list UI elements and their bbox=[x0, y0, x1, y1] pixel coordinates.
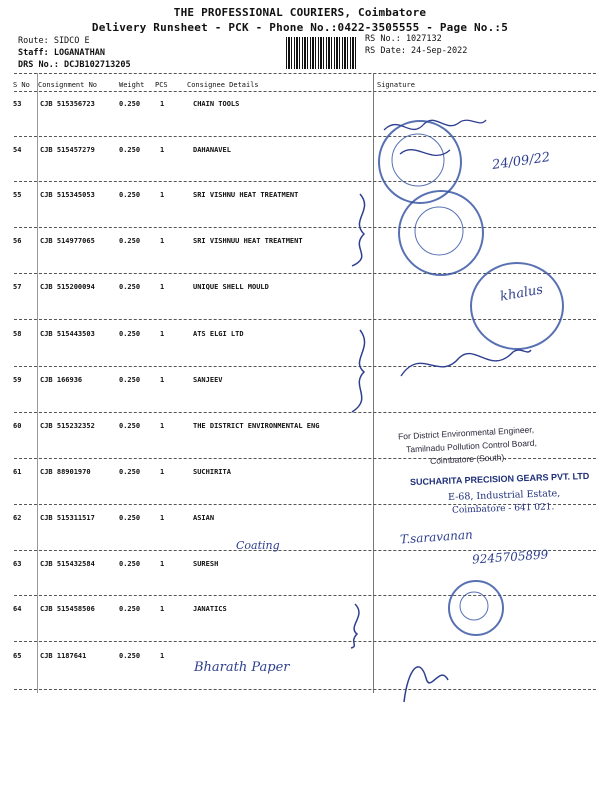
row-consignee: JANATICS bbox=[193, 605, 227, 613]
col-signature: Signature bbox=[377, 81, 415, 89]
row-consignee: SURESH bbox=[193, 560, 219, 568]
row-weight: 0.250 bbox=[119, 468, 141, 476]
row-consignee: ATS ELGI LTD bbox=[193, 330, 244, 338]
barcode bbox=[286, 37, 358, 69]
row-consignee: UNIQUE SHELL MOULD bbox=[193, 283, 269, 291]
row-divider bbox=[14, 458, 596, 459]
row-pcs: 1 bbox=[160, 237, 165, 245]
row-consignee: SUCHIRITA bbox=[193, 468, 231, 476]
runsheet-title: Delivery Runsheet - PCK - Phone No.:0422-3505555 - Page No.:5 bbox=[91, 21, 509, 34]
row-divider bbox=[14, 181, 596, 182]
row-weight: 0.250 bbox=[119, 605, 141, 613]
col-weight: Weight bbox=[119, 81, 145, 89]
janatics-india-stamp bbox=[448, 580, 504, 636]
sri-vishnu-heat-treatment-stamp bbox=[398, 190, 484, 276]
row-weight: 0.250 bbox=[119, 422, 141, 430]
row-divider bbox=[14, 689, 596, 690]
unique-shell-stamp bbox=[470, 262, 564, 350]
row-sno: 60 bbox=[13, 422, 22, 430]
col-consignment: Consignment No bbox=[38, 81, 98, 89]
col-consignee: Consignee Details bbox=[187, 81, 259, 89]
env-stamp-line2: Tamilnadu Pollution Control Board, bbox=[405, 437, 538, 455]
row-pcs: 1 bbox=[160, 468, 165, 476]
row-consignee: SRI VISHNU HEAT TREATMENT bbox=[193, 191, 299, 199]
row-weight: 0.250 bbox=[119, 191, 141, 199]
row-divider bbox=[14, 641, 596, 642]
row-weight: 0.250 bbox=[119, 237, 141, 245]
row-pcs: 1 bbox=[160, 422, 165, 430]
rs-number: RS No.: 1027132 bbox=[365, 34, 442, 44]
row-consignee: SRI VISHNUU HEAT TREATMENT bbox=[193, 237, 303, 245]
row-sno: 61 bbox=[13, 468, 22, 476]
sucharita-stamp-line2: E-68, Industrial Estate, bbox=[447, 488, 561, 503]
row-sno: 59 bbox=[13, 376, 22, 384]
row-sno: 57 bbox=[13, 283, 22, 291]
row-pcs: 1 bbox=[160, 191, 165, 199]
row-sno: 63 bbox=[13, 560, 22, 568]
row-consignment: CJB 515200094 bbox=[40, 283, 95, 291]
row-consignment: CJB 515443503 bbox=[40, 330, 95, 338]
row-sno: 56 bbox=[13, 237, 22, 245]
signature-khalid: khalus bbox=[499, 282, 545, 305]
row-pcs: 1 bbox=[160, 100, 165, 108]
row-pcs: 1 bbox=[160, 605, 165, 613]
row-consignee: ASIAN bbox=[193, 514, 215, 522]
row-consignment: CJB 515232352 bbox=[40, 422, 95, 430]
row-consignee: SANJEEV bbox=[193, 376, 223, 384]
row-consignment: CJB 514977065 bbox=[40, 237, 95, 245]
header-rule-bottom bbox=[14, 91, 596, 92]
row-weight: 0.250 bbox=[119, 100, 141, 108]
asian-handwritten-suffix: Coating bbox=[236, 539, 280, 552]
signature-scribble-bharath bbox=[396, 648, 456, 712]
env-stamp-line1: For District Environmental Engineer, bbox=[397, 424, 535, 442]
row-consignment: CJB 88901970 bbox=[40, 468, 91, 476]
rs-date: RS Date: 24-Sep-2022 bbox=[365, 46, 468, 56]
row-consignment: CJB 515345053 bbox=[40, 191, 95, 199]
row-divider bbox=[14, 412, 596, 413]
row-divider bbox=[14, 136, 596, 137]
row-consignee: THE DISTRICT ENVIRONMENTAL ENG bbox=[193, 422, 320, 430]
row-sno: 58 bbox=[13, 330, 22, 338]
row-pcs: 1 bbox=[160, 560, 165, 568]
row-consignment: CJB 515457279 bbox=[40, 146, 95, 154]
row-pcs: 1 bbox=[160, 376, 165, 384]
company-title: THE PROFESSIONAL COURIERS, Coimbatore bbox=[173, 6, 427, 19]
row-sno: 62 bbox=[13, 514, 22, 522]
bracket-mark-64 bbox=[335, 600, 375, 650]
col-sno: S No bbox=[13, 81, 30, 89]
row-weight: 0.250 bbox=[119, 376, 141, 384]
row-weight: 0.250 bbox=[119, 560, 141, 568]
row-divider bbox=[14, 595, 596, 596]
sno-column-divider bbox=[37, 73, 38, 693]
delivery-date-handwritten: 24/09/22 bbox=[491, 150, 552, 173]
row-pcs: 1 bbox=[160, 146, 165, 154]
route-label: Route: SIDCO E bbox=[18, 36, 90, 46]
col-pcs: PCS bbox=[155, 81, 168, 89]
drs-label: DRS No.: DCJB102713205 bbox=[18, 60, 131, 70]
row-weight: 0.250 bbox=[119, 514, 141, 522]
row-consignment: CJB 515356723 bbox=[40, 100, 95, 108]
row-sno: 53 bbox=[13, 100, 22, 108]
row-weight: 0.250 bbox=[119, 652, 141, 660]
sucharita-stamp-line3: Coimbatore - 641 021. bbox=[451, 502, 555, 516]
row-consignment: CJB 166936 bbox=[40, 376, 83, 384]
row-consignment: CJB 1187641 bbox=[40, 652, 87, 660]
row-weight: 0.250 bbox=[119, 146, 141, 154]
row-divider bbox=[14, 227, 596, 228]
row-consignment: CJB 515311517 bbox=[40, 514, 95, 522]
signature-phone-number: 9245705899 bbox=[471, 547, 549, 567]
bracket-mark-55-56 bbox=[340, 190, 380, 270]
signature-saravanan: T.saravanan bbox=[399, 527, 474, 547]
bracket-mark-58-59 bbox=[340, 326, 380, 416]
staff-label: Staff: LOGANATHAN bbox=[18, 48, 105, 58]
row-sno: 64 bbox=[13, 605, 22, 613]
header-rule-top bbox=[14, 73, 596, 74]
row-consignment: CJB 515458506 bbox=[40, 605, 95, 613]
row-weight: 0.250 bbox=[119, 283, 141, 291]
row-pcs: 1 bbox=[160, 652, 165, 660]
sucharita-stamp-line1: SUCHARITA PRECISION GEARS PVT. LTD bbox=[409, 470, 590, 488]
row-sno: 54 bbox=[13, 146, 22, 154]
row-weight: 0.250 bbox=[119, 330, 141, 338]
row-pcs: 1 bbox=[160, 283, 165, 291]
row-consignee: CHAIN TOOLS bbox=[193, 100, 240, 108]
row-sno: 55 bbox=[13, 191, 22, 199]
row-consignment: CJB 515432584 bbox=[40, 560, 95, 568]
row-sno: 65 bbox=[13, 652, 22, 660]
row-consignee: DAHANAVEL bbox=[193, 146, 231, 154]
row-pcs: 1 bbox=[160, 330, 165, 338]
env-stamp-line3: Coimbatore (South). bbox=[429, 452, 507, 466]
row65-handwritten-consignee: Bharath Paper bbox=[194, 660, 290, 675]
row-pcs: 1 bbox=[160, 514, 165, 522]
